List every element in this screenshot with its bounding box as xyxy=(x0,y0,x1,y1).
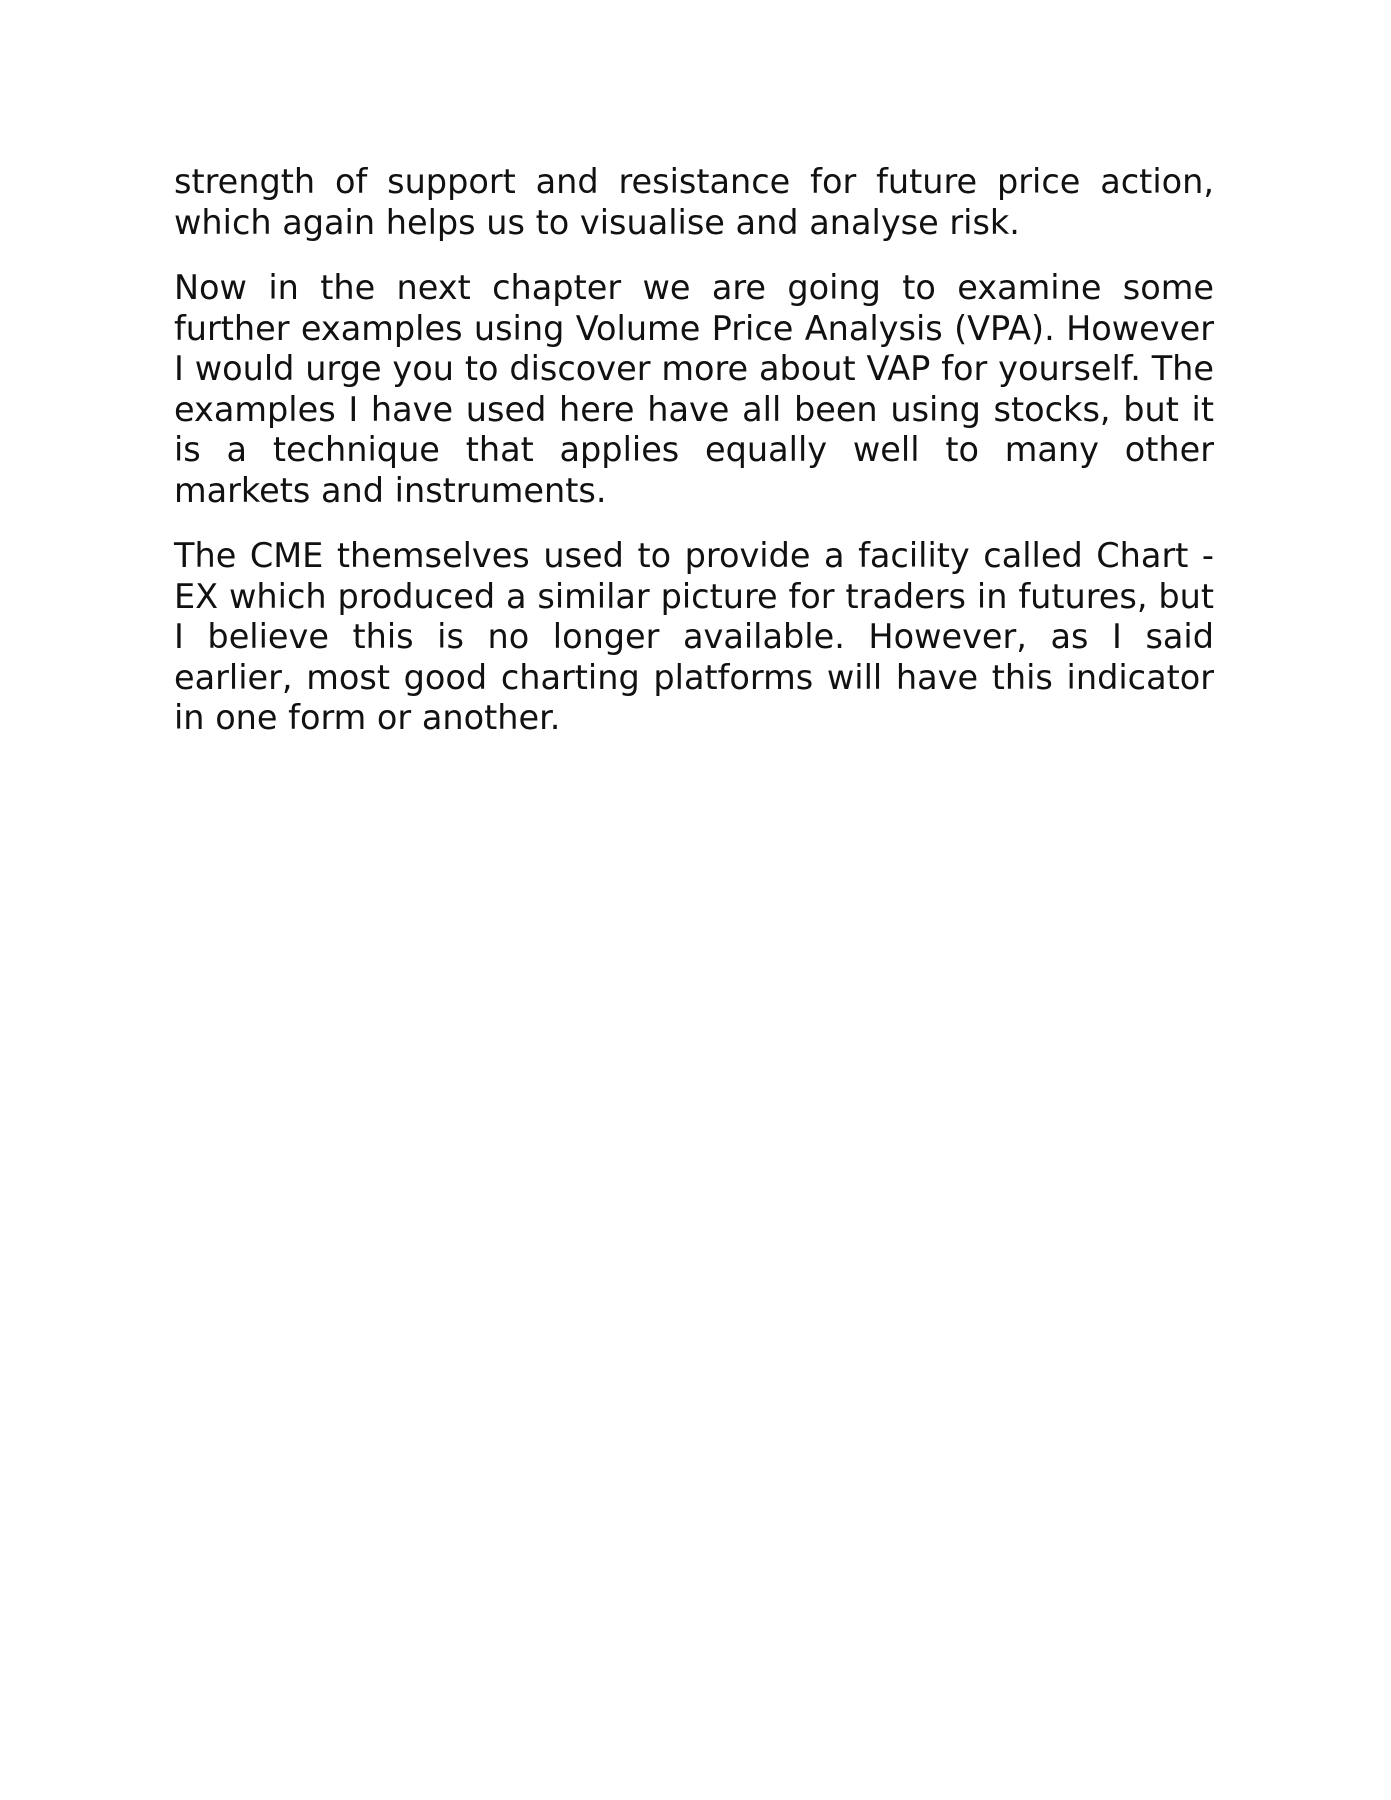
paragraph-2: Now in the next chapter we are going to examine some further examples using Volume Price Analysis (VPA). However I would urge you to discover more about VAP for yourself. The examples I have used here have all been using stocks, but it is a technique that applies equally well to many other markets and instruments. xyxy=(174,268,1214,510)
paragraph-3: The CME themselves used to provide a facility called Chart -EX which produced a similar picture for traders in futures, but I believe this is no longer available. However, as I said earlier, most good charting platforms will have this indicator in one form or another. xyxy=(174,536,1214,737)
paragraph-1: strength of support and resistance for future price action, which again helps us to visualise and analyse risk. xyxy=(174,162,1214,242)
body-text xyxy=(174,162,1214,739)
